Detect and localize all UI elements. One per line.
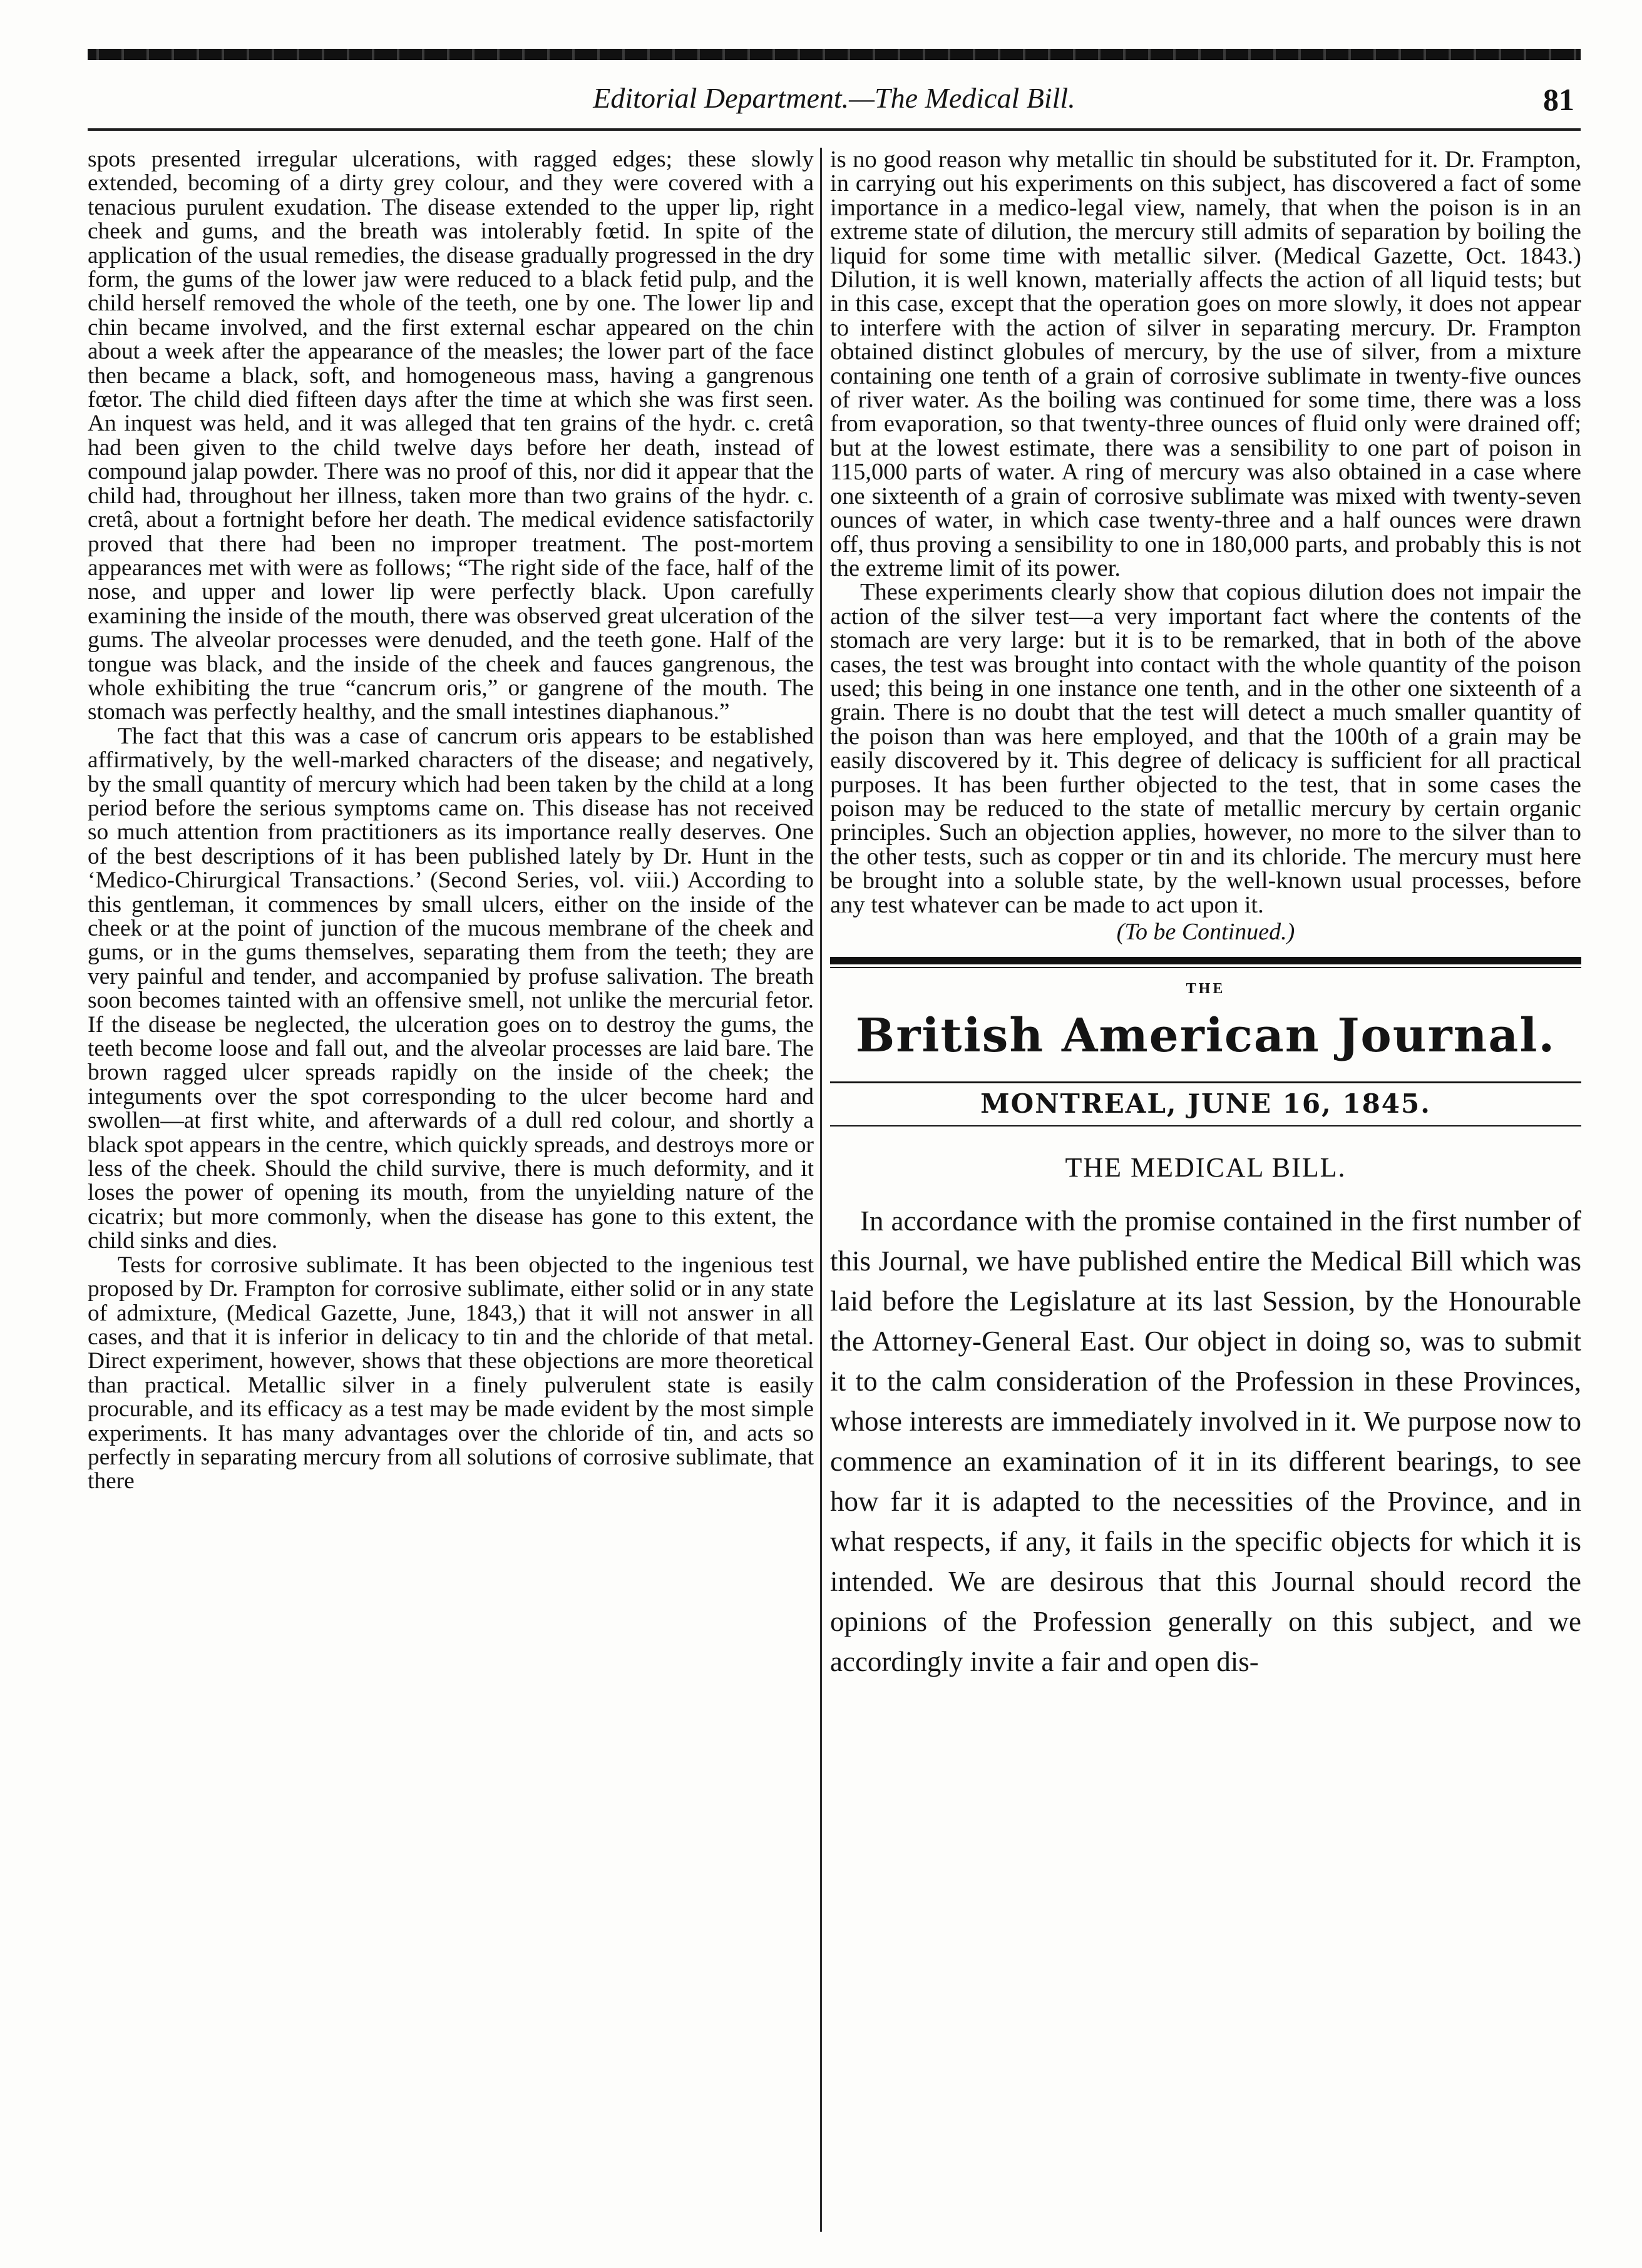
to-be-continued: (To be Continued.) [1116, 919, 1295, 945]
left-paragraph-1: spots presented irregular ulcerations, with ragged edges; these slowly extended, becoming of a dirty grey colour, and they were covered with a tenacious purulent exudation. The disease extended to the upper lip, right cheek and gums, and the breath was intolerably fœtid. In spite of the application of the usual remedies, the disease gradually progressed in the dry form, the gums of the lower jaw were reduced to a black fetid pulp, and the child herself removed the whole of the teeth, one by one. The lower lip and chin became involved, and the first external eschar appeared on the chin about a week after the appearance of the measles; the lower part of the face then became a black, soft, and homogeneous mass, having a gangrenous fœtor. The child died fifteen days after the time at which she was first seen. An inquest was held, and it was alleged that ten grains of the hydr. c. cretâ had been given to the child twelve days before her death, instead of compound jalap powder. There was no proof of this, nor did it appear that the child had, throughout her illness, taken more than two grains of the hydr. c. cretâ, about a fortnight before her death. The medical evidence satisfactorily proved that there had been no improper treatment. The post-mortem appearances met with were as follows; “The right side of the face, half of the nose, and upper and lower lip were perfectly black. Upon carefully examining the inside of the mouth, there was observed great ulceration of the gums. The alveolar processes were denuded, and the teeth gone. Half of the tongue was black, and the inside of the cheek and fauces gangrenous, the whole exhibiting the true “cancrum oris,” or gangrene of the mouth. The stomach was perfectly healthy, and the small intestines diaphanous.” [88, 148, 814, 725]
running-head [88, 81, 1581, 125]
section-rule-thick [830, 957, 1581, 964]
right-paragraph-1: is no good reason why metallic tin should be substituted for it. Dr. Frampton, in carrying out his experiments on this subject, has discovered a fact of some importance in a medico-legal view, namely, that when the poison is in an extreme state of dilution, the mercury still admits of separation by boiling the liquid for some time with metallic silver. (Medical Gazette, Oct. 1843.) Dilution, it is well known, materially affects the action of all liquid tests; but in this case, except that the operation goes on more slowly, it does not appear to interfere with the action of silver in separating mercury. Dr. Frampton obtained distinct globules of mercury, by the use of silver, from a mixture containing one tenth of a grain of corrosive sublimate in twenty-five ounces of river water. As the boiling was continued for some time, there was a loss from evaporation, so that twenty-three ounces of fluid only were drained off; but at the lowest estimate, there was a sensibility to one part of poison in 115,000 parts of water. A ring of mercury was also obtained in a case where one sixteenth of a grain of corrosive sublimate was mixed with twenty-seven ounces of water, in which case twenty-three and a half ounces were drawn off, thus proving a sensibility to one in 180,000 parts, and probably this is not the extreme limit of its power. [830, 148, 1581, 581]
running-title: Editorial Department.—The Medical Bill. [593, 82, 1075, 114]
section-rule-thin [830, 967, 1581, 968]
top-decorative-rule [88, 49, 1581, 60]
article-title: THE MEDICAL BILL. [1065, 1152, 1347, 1183]
left-paragraph-2: The fact that this was a case of cancrum oris appears to be established affirmatively, by the well-marked characters of the disease; and negatively, by the small quantity of mercury which had been taken by the child at a long period before the serious symptoms came on. This disease has not received so much attention from practitioners as its importance really deserves. One of the best descriptions of it has been published lately by Dr. Hunt in the ‘Medico-Chirurgical Transactions.’ (Second Series, vol. viii.) According to this gentleman, it commences by small ulcers, either on the inside of the cheek or at the point of junction of the mucous membrane of the cheek and gums, or in the gums themselves, separating them from the teeth; they are very painful and tender, and accompanied by profuse salivation. The breath soon becomes tainted with an offensive smell, not unlike the mercurial fetor. If the disease be neglected, the ulceration goes on to destroy the gums, the teeth become loose and fall out, and the alveolar processes are laid bare. The brown ragged ulcer spreads rapidly on the inside of the cheek; the integuments over the spot corresponding to the ulcer become hard and swollen—at first white, and afterwards of a dull red colour, and shortly a black spot appears in the centre, which quickly spreads, and destroys more or less of the cheek. Should the child survive, there is much deformity, and it loses the power of opening its mouth, from the unyielding nature of the cicatrix; but more commonly, when the disease has gone to this extent, the child sinks and dies. [88, 723, 814, 1254]
right-paragraph-2: These experiments clearly show that copious dilution does not impair the action of the silver test—a very important fact where the contents of the stomach are very large: but it is to be remarked, that in both of the above cases, the test was brought into contact with the whole quantity of the poison used; this being in one instance one tenth, and in the other one sixteenth of a grain. There is no doubt that the test will detect a much smaller quantity of the poison than was here employed, and that the 100th of a grain may be easily discovered by it. This degree of delicacy is sufficient for all practical purposes. It has been further objected to the test, that in some cases the poison may be reduced to the state of metallic mercury by certain organic principles. Such an objection applies, however, no more to the silver than to the other tests, such as copper or tin and its chloride. The mercury must here be brought into a soluble state, by the well-known usual processes, before any test whatever can be made to act upon it. [830, 579, 1581, 918]
dateline-rule-bottom [830, 1125, 1581, 1126]
dateline-rule-top [830, 1081, 1581, 1083]
right-column [830, 148, 1581, 2232]
left-paragraph-3: Tests for corrosive sublimate. It has been objected to the ingenious test proposed by Dr. Frampton for corrosive sublimate, either solid or in any state of admixture, (Medical Gazette, June, 1843,) that it will not answer in all cases, and that it is inferior in delicacy to tin and the chloride of that metal. Direct experiment, however, shows that these objections are more theoretical than practical. Metallic silver in a finely pulverulent state is easily procurable, and its efficacy as a test may be made evident by the most simple experiments. It has many advantages over the chloride of tin, and acts so perfectly in separating mercury from all solutions of corrosive sublimate, that there [88, 1252, 814, 1494]
article-text: In accordance with the promise contained in the first number of this Journal, we have published entire the Medical Bill which was laid before the Legislature at its last Session, by the Honourable the Attorney-General East. Our object in doing so, was to submit it to the calm consideration of the Profession in these Provinces, whose interests are immediately involved in it. We purpose now to commence an examination of it in its different bearings, to see how far it is adapted to the necessities of the Province, and in what respects, if any, it fails in the specific objects for which it is intended. We are desirous that this Journal should record the opinions of the Profession generally on this subject, and we accordingly invite a fair and open dis- [830, 1205, 1581, 1677]
page-number: 81 [1543, 82, 1574, 117]
dateline: MONTREAL, JUNE 16, 1845. [980, 1088, 1431, 1119]
journal-masthead: British American Journal. [855, 1009, 1556, 1063]
header-rule [88, 128, 1581, 131]
masthead-the: THE [1186, 981, 1226, 997]
column-divider [820, 148, 822, 2232]
left-column [88, 148, 814, 2232]
